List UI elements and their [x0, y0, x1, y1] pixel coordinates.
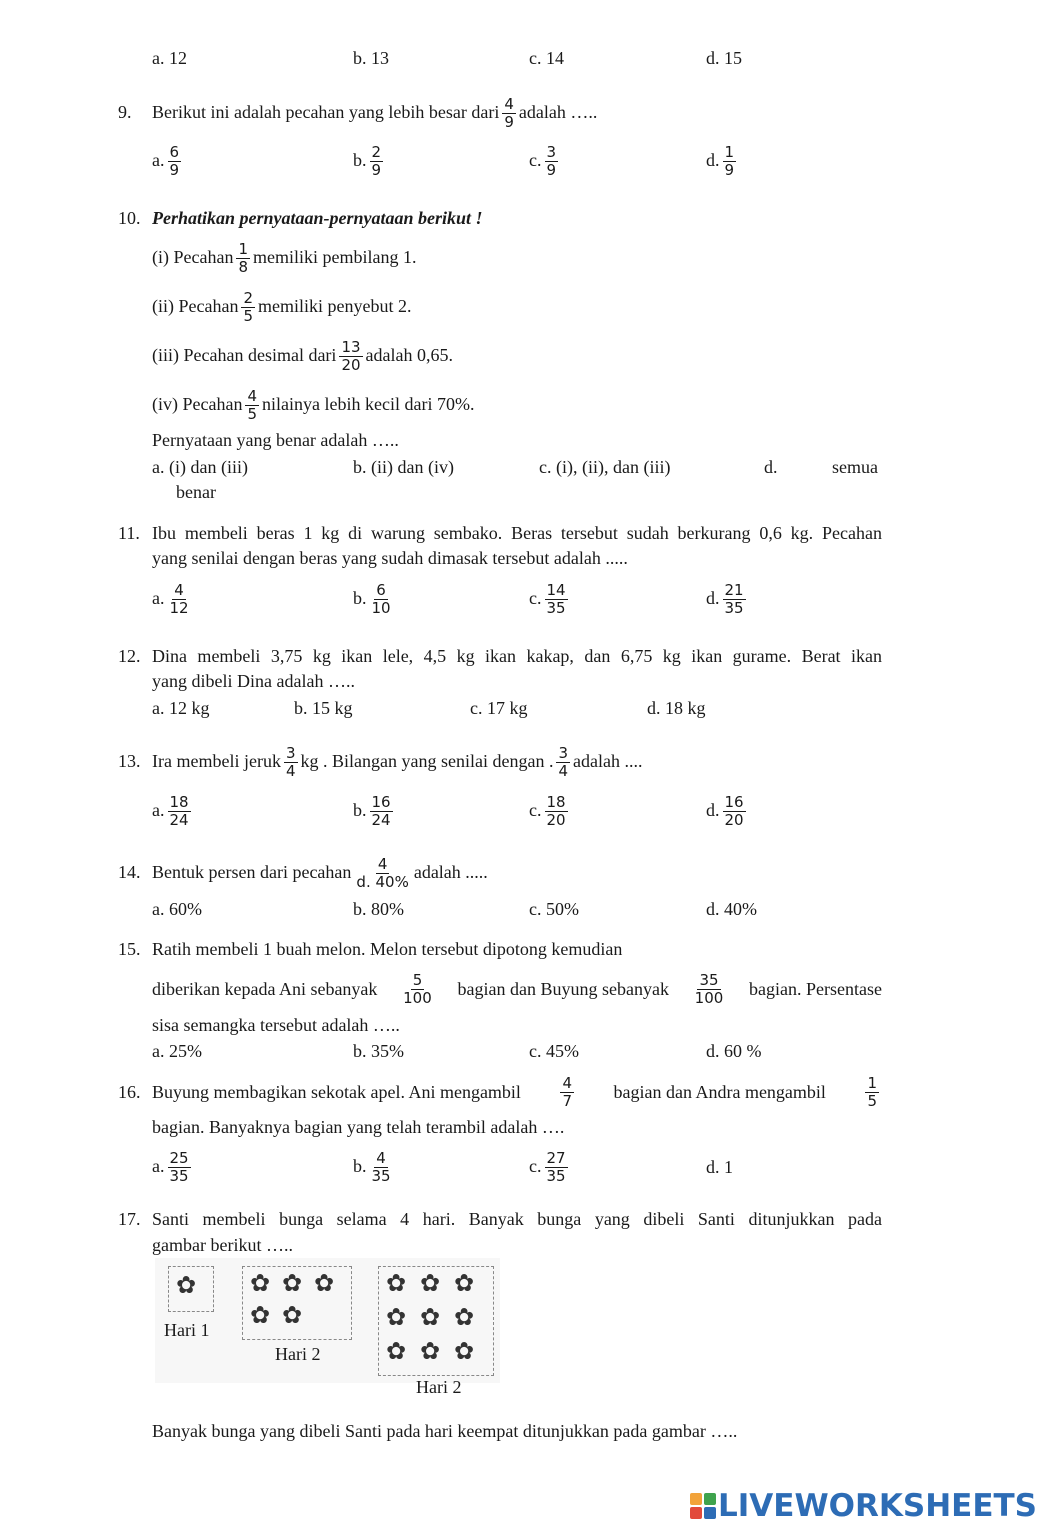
q13-number: 13.: [118, 751, 141, 771]
q9-option-a[interactable]: a. $\frac{6}{9}$: [152, 143, 180, 180]
flower-icon: ✿: [386, 1269, 407, 1297]
q10-question: Pernyataan yang benar adalah …..: [152, 430, 399, 450]
brand-name: LIVEWORKSHEETS: [718, 1488, 1037, 1524]
q10-statement-3: (iii) Pecahan desimal dari $\frac{13}{20}$ adalah 0,65.: [152, 338, 453, 375]
q16-option-c[interactable]: c. $\frac{27}{35}$: [529, 1149, 566, 1186]
q11-number: 11.: [118, 523, 140, 543]
flower-icon: ✿: [420, 1269, 441, 1297]
q9-option-b[interactable]: b. $\frac{2}{9}$: [353, 143, 382, 180]
q16-line-1: Buyung membagikan sekotak apel. Ani mengambil $\frac{4}{7}$ bagian dan Andra mengambil $\frac{1}{5}$: [152, 1073, 877, 1110]
q11-line-2: yang senilai dengan beras yang sudah dimasak tersebut adalah .....: [152, 548, 628, 568]
q16-number: 16.: [118, 1082, 141, 1102]
q10-statement-1: (i) Pecahan $\frac{1}{8}$ memiliki pembilang 1.: [152, 240, 417, 277]
q14-question: Bentuk persen dari pecahan $\frac{4}{d. 40\%}$ adalah .....: [152, 855, 488, 892]
q14-number: 14.: [118, 862, 141, 882]
q11-option-b[interactable]: b. $\frac{6}{10}$: [353, 581, 391, 618]
q9-number: 9.: [118, 102, 132, 122]
day1-label: Hari 1: [164, 1320, 210, 1340]
q15-number: 15.: [118, 939, 141, 959]
q15-line-1: Ratih membeli 1 buah melon. Melon tersebut dipotong kemudian: [152, 939, 623, 959]
q11-option-d[interactable]: d. $\frac{21}{35}$: [706, 581, 744, 618]
q10-option-d-text-cont: benar: [176, 482, 216, 502]
q14-option-d[interactable]: d. 40%: [706, 899, 757, 919]
q11-line-1: Ibu membeli beras 1 kg di warung sembako. Beras tersebut sudah berkurang 0,6 kg. Pecahan: [152, 523, 882, 543]
q15-option-c[interactable]: c. 45%: [529, 1041, 579, 1061]
q12-line-1: Dina membeli 3,75 kg ikan lele, 4,5 kg ikan kakap, dan 6,75 kg ikan gurame. Berat ikan: [152, 646, 882, 666]
q12-option-b[interactable]: b. 15 kg: [294, 698, 353, 718]
q10-option-a[interactable]: a. (i) dan (iii): [152, 457, 248, 477]
q14-option-a[interactable]: a. 60%: [152, 899, 202, 919]
q13-option-d[interactable]: d. $\frac{16}{20}$: [706, 793, 744, 830]
liveworksheets-logo: [690, 1488, 1037, 1524]
q8-option-c[interactable]: c. 14: [529, 48, 564, 68]
day3-label: Hari 2: [416, 1377, 462, 1397]
q13-option-c[interactable]: c. $\frac{18}{20}$: [529, 793, 566, 830]
flower-icon: ✿: [282, 1269, 303, 1297]
q15-line-2: diberikan kepada Ani sebanyak $\frac{5}{100}$ bagian dan Buyung sebanyak $\frac{35}{100}$ bagian. Persentase: [152, 970, 882, 1007]
q10-option-d-text: semua: [832, 457, 878, 477]
q9-fraction: $\frac{4}{9}$: [504, 95, 514, 132]
q11-option-c[interactable]: c. $\frac{14}{35}$: [529, 581, 566, 618]
flower-icon: ✿: [282, 1301, 303, 1329]
flower-icon: ✿: [420, 1337, 441, 1365]
q8-option-a[interactable]: a. 12: [152, 48, 187, 68]
q10-number: 10.: [118, 208, 141, 228]
q11-option-a[interactable]: a. $\frac{4}{12}$: [152, 581, 189, 618]
q12-number: 12.: [118, 646, 141, 666]
q10-option-c[interactable]: c. (i), (ii), dan (iii): [539, 457, 671, 477]
q9-option-c[interactable]: c. $\frac{3}{9}$: [529, 143, 557, 180]
flower-icon: ✿: [420, 1303, 441, 1331]
q16-option-a[interactable]: a. $\frac{25}{35}$: [152, 1149, 189, 1186]
logo-mark-icon: [690, 1493, 716, 1519]
flower-icon: ✿: [386, 1337, 407, 1365]
q8-option-b[interactable]: b. 13: [353, 48, 389, 68]
q15-line-3: sisa semangka tersebut adalah …..: [152, 1015, 400, 1035]
flower-icon: ✿: [250, 1269, 271, 1297]
q14-option-c[interactable]: c. 50%: [529, 899, 579, 919]
flower-icon: ✿: [314, 1269, 335, 1297]
q13-option-b[interactable]: b. $\frac{16}{24}$: [353, 793, 391, 830]
q13-question: Ira membeli jeruk $\frac{3}{4}$ kg . Bilangan yang senilai dengan . $\frac{3}{4}$ adalah ....: [152, 744, 643, 781]
q14-option-b[interactable]: b. 80%: [353, 899, 404, 919]
q10-option-d[interactable]: d.: [764, 457, 778, 477]
q10-title: Perhatikan pernyataan-pernyataan berikut !: [152, 208, 483, 228]
q8-option-d[interactable]: d. 15: [706, 48, 742, 68]
q9-option-d[interactable]: d. $\frac{1}{9}$: [706, 143, 735, 180]
q17-line-2: gambar berikut …..: [152, 1235, 293, 1255]
q16-line-2: bagian. Banyaknya bagian yang telah terambil adalah ….: [152, 1117, 565, 1137]
q17-question: Banyak bunga yang dibeli Santi pada hari keempat ditunjukkan pada gambar …..: [152, 1421, 738, 1441]
flower-icon: ✿: [250, 1301, 271, 1329]
q9-question: Berikut ini adalah pecahan yang lebih besar dari $\frac{4}{9}$ adalah …..: [152, 95, 598, 132]
flower-icon: ✿: [386, 1303, 407, 1331]
q12-line-2: yang dibeli Dina adalah …..: [152, 671, 355, 691]
q16-option-b[interactable]: b. $\frac{4}{35}$: [353, 1149, 391, 1186]
q10-statement-4: (iv) Pecahan $\frac{4}{5}$ nilainya lebih kecil dari 70%.: [152, 387, 475, 424]
q15-option-d[interactable]: d. 60 %: [706, 1041, 762, 1061]
q10-option-b[interactable]: b. (ii) dan (iv): [353, 457, 454, 477]
q13-option-a[interactable]: a. $\frac{18}{24}$: [152, 793, 189, 830]
q15-option-a[interactable]: a. 25%: [152, 1041, 202, 1061]
q17-line-1: Santi membeli bunga selama 4 hari. Banyak bunga yang dibeli Santi ditunjukkan pada: [152, 1209, 882, 1229]
q17-number: 17.: [118, 1209, 141, 1229]
q12-option-d[interactable]: d. 18 kg: [647, 698, 706, 718]
flower-icon: ✿: [176, 1271, 197, 1299]
q10-statement-2: (ii) Pecahan $\frac{2}{5}$ memiliki penyebut 2.: [152, 289, 412, 326]
q12-option-a[interactable]: a. 12 kg: [152, 698, 210, 718]
flower-icon: ✿: [454, 1303, 475, 1331]
flower-icon: ✿: [454, 1269, 475, 1297]
flower-icon: ✿: [454, 1337, 475, 1365]
q15-option-b[interactable]: b. 35%: [353, 1041, 404, 1061]
q12-option-c[interactable]: c. 17 kg: [470, 698, 528, 718]
q16-option-d[interactable]: d. 1: [706, 1157, 733, 1177]
day2-label: Hari 2: [275, 1344, 321, 1364]
